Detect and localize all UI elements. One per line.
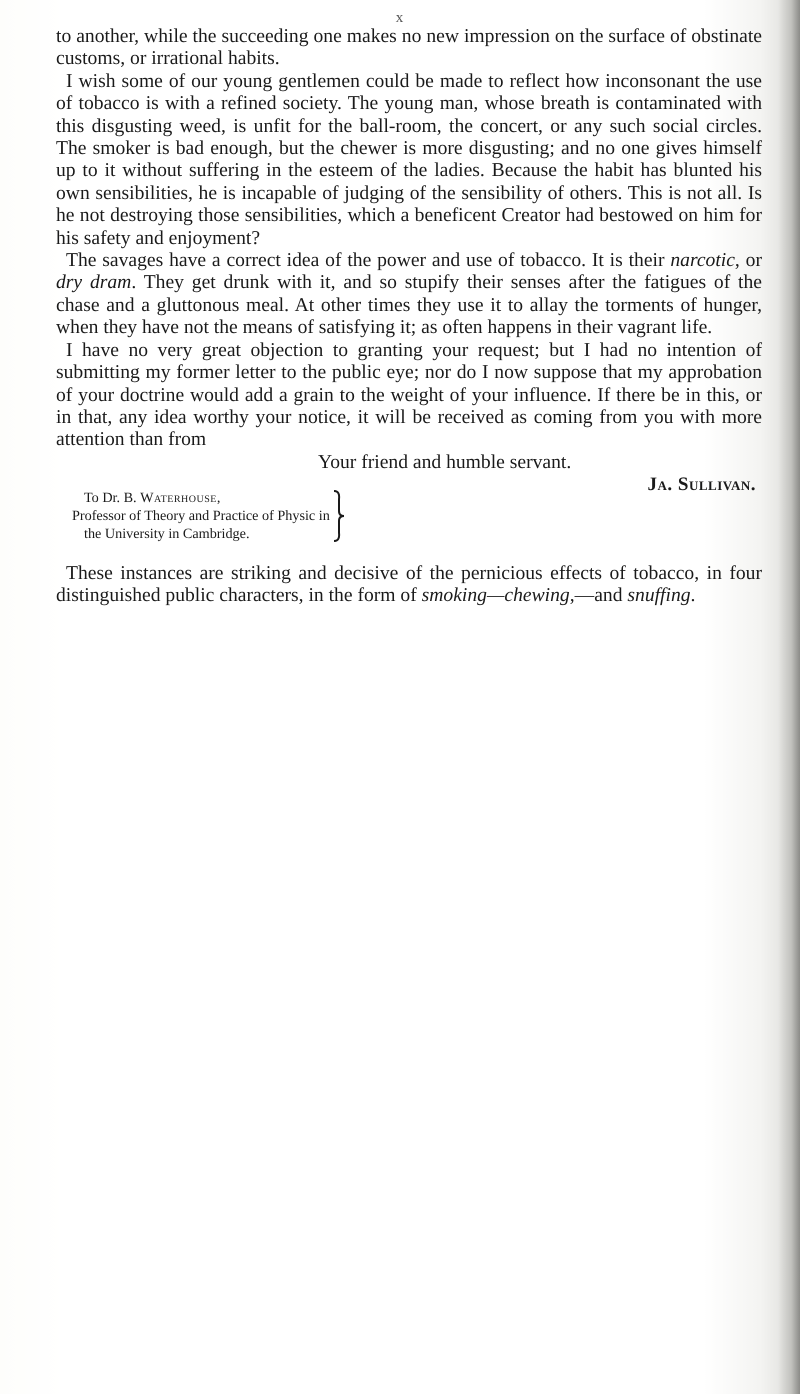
letter-signature: Ja. Sullivan. xyxy=(647,474,756,496)
address-lines xyxy=(72,489,330,543)
paragraph-young-gentlemen: I wish some of our young gentlemen could be made to reflect how inconsonant the use of tobacco is with a refined society. The young man, whose breath is contaminated with this disgusting weed, is unfit for the ball-room, the concert, or any such social circles. The smoker is bad enough, but the chewer is more disgusting; and no one gives himself up to it without suffering in the esteem of the ladies. Because the habit has blunted his own sensibilities, he is incapable of judging of the sensibility of others. This is not all. Is he not destroying those sensibilities, which a beneficent Creator had bestowed on him for his safety and enjoyment? xyxy=(56,70,762,249)
term-chewing: chewing xyxy=(504,584,570,606)
paragraph-savages-text-b: , or xyxy=(734,250,762,272)
paragraph-savages-text-a: The savages have a correct idea of the power and use of tobacco. It is their xyxy=(66,250,671,272)
running-head-page-number: x xyxy=(395,10,405,26)
term-dash: — xyxy=(486,584,505,606)
address-prefix: To Dr. B. xyxy=(84,489,141,506)
paragraph-continuation: to another, while the succeeding one makes no new impression on the surface of obstinate customs, or irrational habits. xyxy=(56,26,762,70)
page-edge-shadow xyxy=(778,0,800,1394)
instances-text-a: These instances are striking and decisive of the pernicious effects of tobacco, in four distinguished public characters, in the form of xyxy=(56,562,762,606)
term-dry-dram: dry dram xyxy=(56,272,132,294)
address-line-addressee xyxy=(72,489,330,507)
term-snuffing: snuffing xyxy=(627,584,691,606)
term-narcotic: narcotic xyxy=(670,250,735,272)
right-brace-icon xyxy=(332,489,348,543)
address-line-institution: the University in Cambridge. xyxy=(84,525,250,542)
paragraph-instances xyxy=(56,563,762,608)
letter-address xyxy=(72,489,492,543)
letter-closing: Your friend and humble servant. xyxy=(318,451,572,473)
instances-text-b: ,—and xyxy=(569,584,628,606)
paragraph-savages xyxy=(56,250,762,340)
paragraph-request: I have no very great objection to granting your request; but I had no intention of submitting my former letter to the public eye; nor do I now suppose that my approbation of your doctrine would add a grain to the weight of your influence. If there be in this, or in that, any idea worthy your notice, it will be received as coming from you with more attention than from xyxy=(56,339,762,451)
instances-text-c: . xyxy=(690,584,696,606)
term-smoking: smoking xyxy=(421,584,487,606)
paragraph-savages-text-c: . They get drunk with it, and so stupify their senses after the fatigues of the chase and a gluttonous meal. At other times they use it to allay the torments of hunger, when they have not the means of satisfying it; as often happens in their vagrant life. xyxy=(56,272,762,339)
body-text xyxy=(56,26,762,607)
address-name: Waterhouse, xyxy=(140,489,221,506)
address-line-title: Professor of Theory and Practice of Physic in xyxy=(72,507,330,524)
